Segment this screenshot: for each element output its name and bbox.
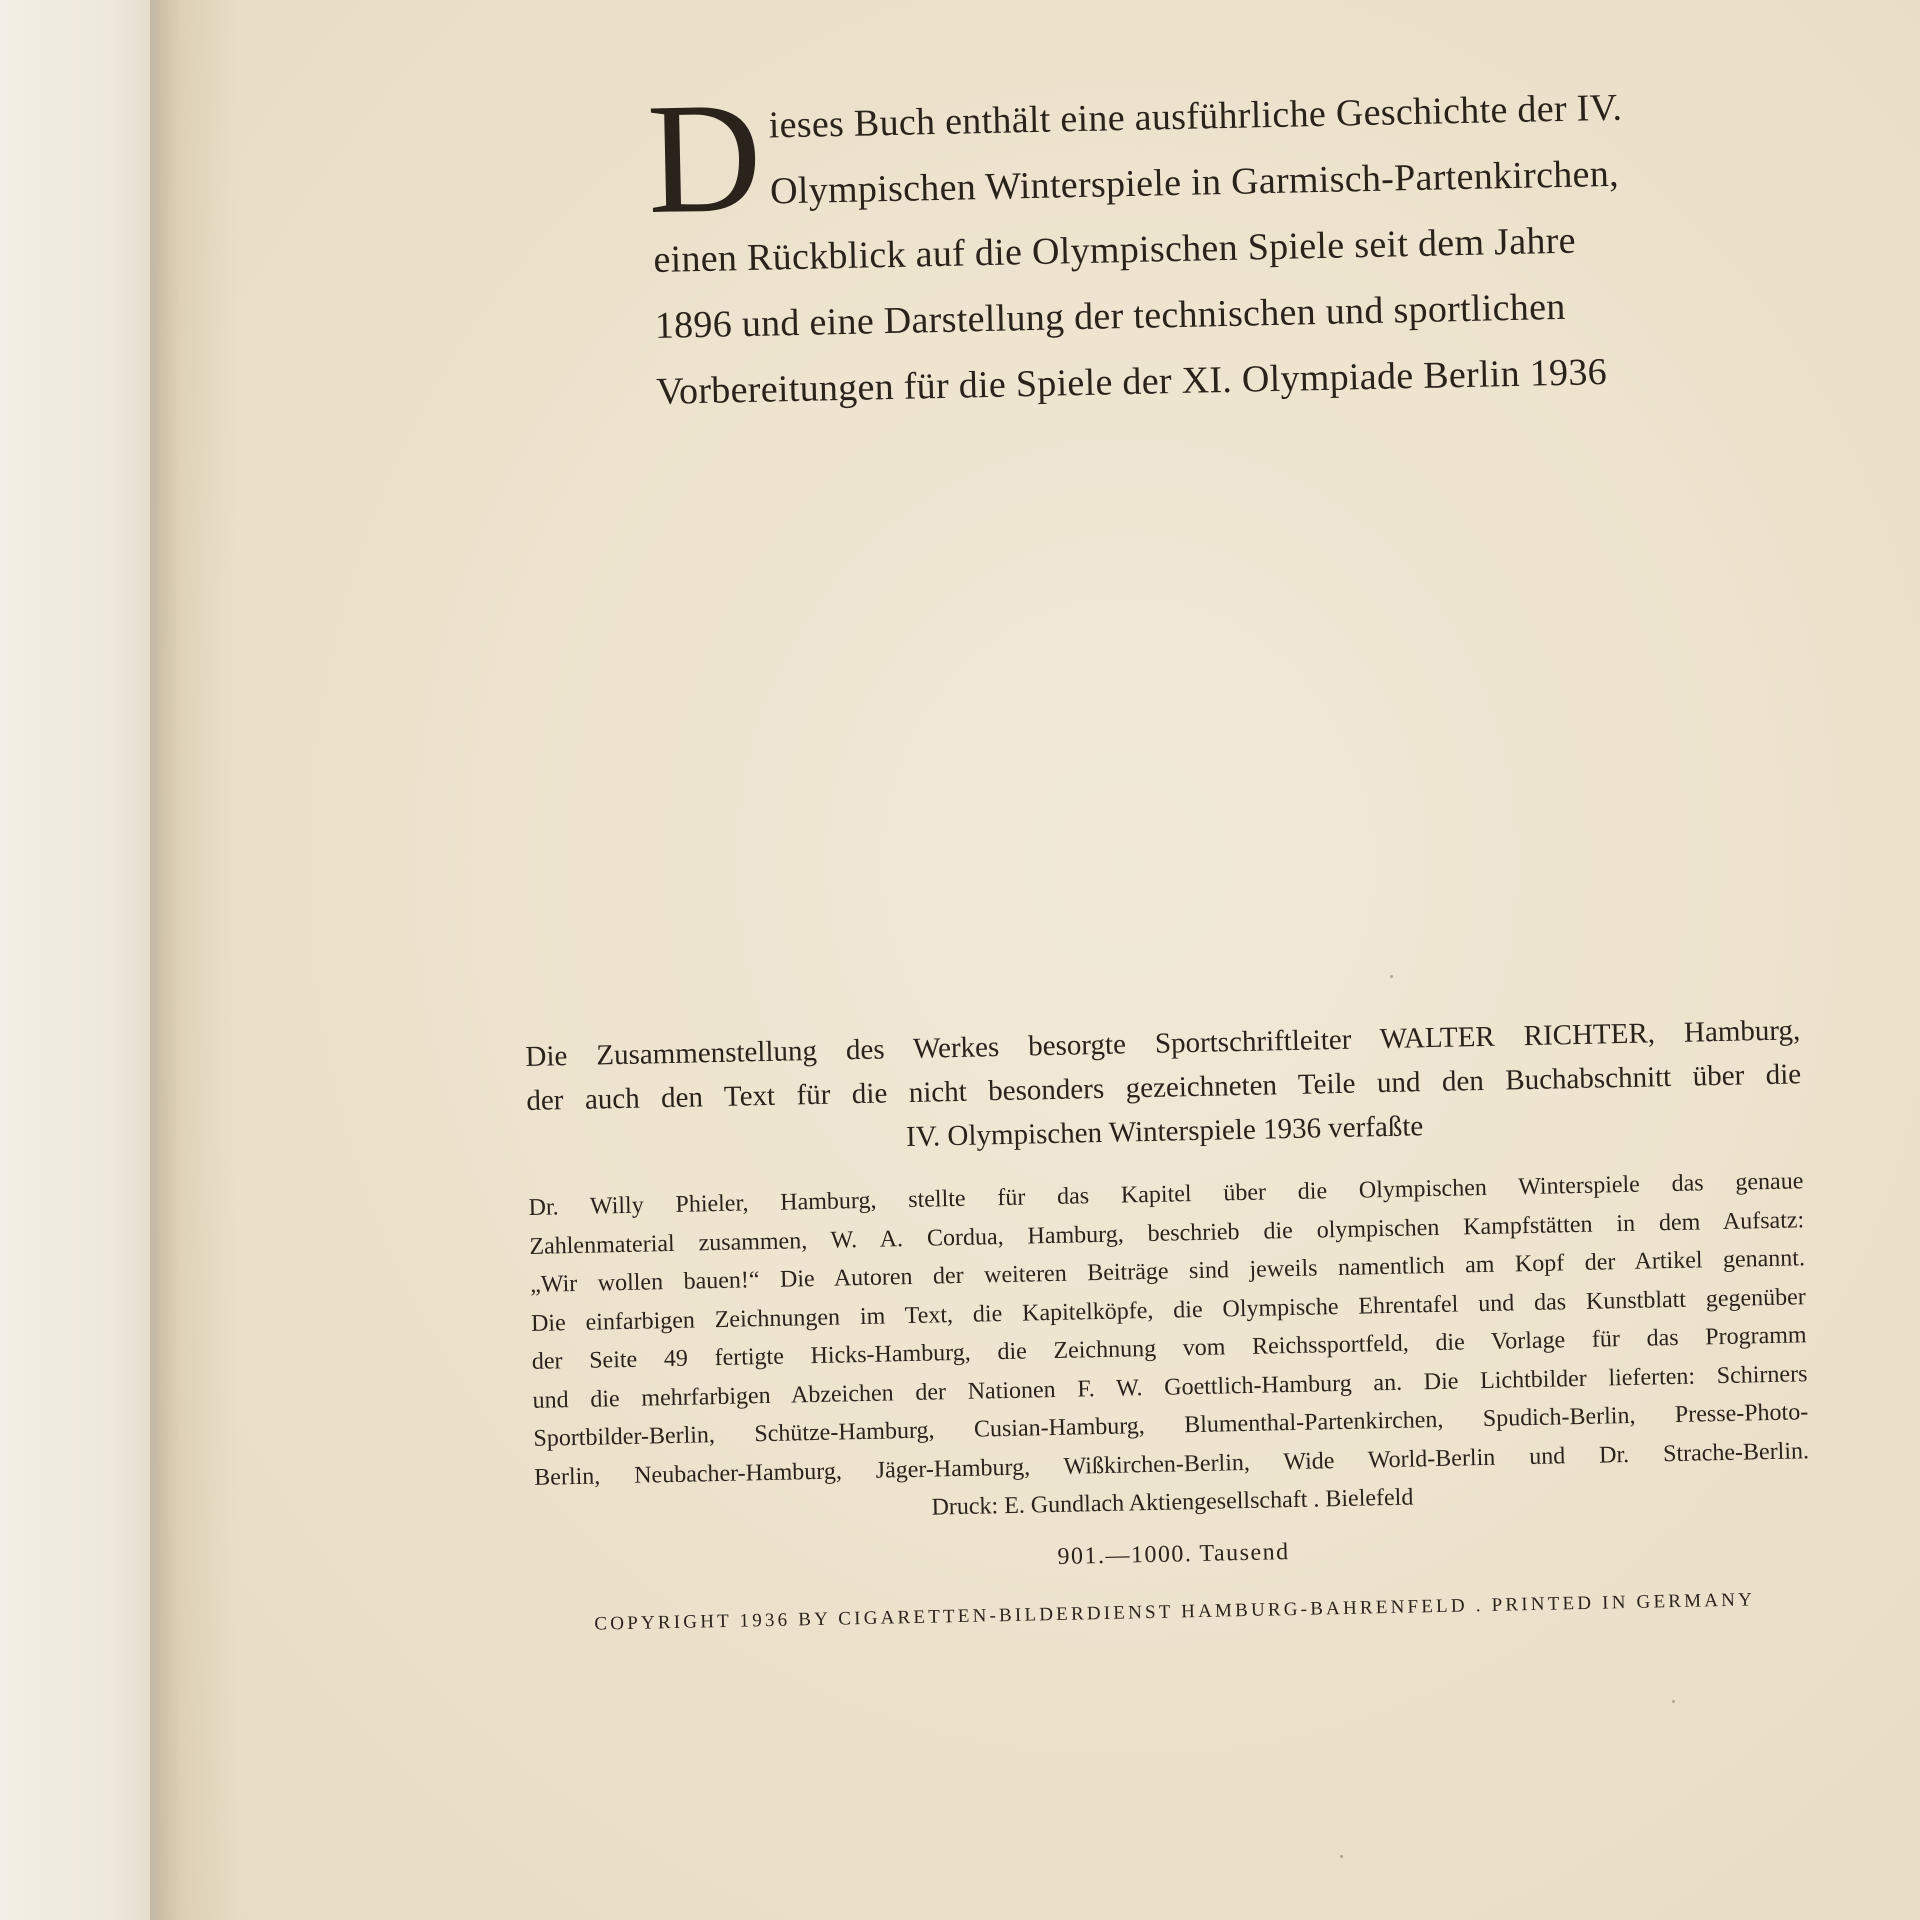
compiler-line-1: Die Zusammenstellung des Werkes besorgte Sportschriftleiter WALTER RICHTER, Hamburg, <box>525 1014 1801 1073</box>
contributors-line: „Wir wollen bauen!“ Die Autoren der weiteren Beiträge sind jeweils namentlich am Kopf der Artikel genannt. <box>529 1245 1806 1298</box>
contributors-line: Berlin, Neubacher-Hamburg, Jäger-Hamburg, Wißkirchen-Berlin, Wide World-Berlin und Dr. Strache-Berlin. <box>533 1437 1810 1491</box>
copyright-line: COPYRIGHT 1936 BY CIGARETTEN-BILDERDIENST HAMBURG-BAHRENFELD . PRINTED IN GERMANY <box>594 1589 1756 1635</box>
left-page-edge <box>0 0 160 1920</box>
contributors-line: Dr. Willy Phieler, Hamburg, stellte für das Kapitel über die Olympischen Winterspiele das genaue <box>528 1168 1804 1221</box>
paper-speck <box>1672 1700 1675 1703</box>
contributors-line: und die mehrfarbigen Abzeichen der Nationen F. W. Goettlich-Hamburg an. Die Lichtbilder lieferten: Schirners <box>532 1360 1808 1414</box>
paper-speck <box>1340 1855 1343 1858</box>
print-run-line: 901.—1000. Tausend <box>1057 1539 1290 1570</box>
contributors-line: Die einfarbigen Zeichnungen im Text, die Kapitelköpfe, die Olympische Ehrentafel und das Kunstblatt gegenüber <box>530 1283 1807 1337</box>
printer-line: Druck: E. Gundlach Aktiengesellschaft . Bielefeld <box>931 1484 1414 1521</box>
credits-block <box>525 1008 1812 1641</box>
contributors-line: Sportbilder-Berlin, Schütze-Hamburg, Cusian-Hamburg, Blumenthal-Partenkirchen, Spudich-Berlin, Presse-Photo- <box>533 1399 1809 1452</box>
compiler-line-3: IV. Olympischen Winterspiele 1936 verfaßte <box>905 1110 1424 1154</box>
book-gutter <box>150 0 240 1920</box>
compiler-line-2: der auch den Text für die nicht besonders gezeichneten Teile und den Buchabschnitt über die <box>526 1058 1802 1117</box>
contributors-line: der Seite 49 fertigte Hicks-Hamburg, die Zeichnung vom Reichssportfeld, die Vorlage für das Programm <box>531 1322 1807 1375</box>
contributors-paragraph <box>528 1162 1809 1497</box>
paper-speck <box>1390 975 1393 978</box>
intro-paragraph-block <box>645 69 1632 425</box>
intro-text: ieses Buch enthält eine ausführliche Geschichte der IV. Olympischen Winterspiele in Garmisch-Partenkirchen, einen Rückblick auf die Olympischen Spiele seit dem Jahre 1896 und eine Darstellung der technischen und sportlichen Vorbereitungen für die Spiele der XI. Olympiade Berlin 1936 <box>653 86 1623 413</box>
drop-cap: D <box>645 69 764 248</box>
contributors-line: Zahlenmaterial zusammen, W. A. Cordua, Hamburg, beschrieb die olympischen Kampfstätten in dem Aufsatz: <box>529 1206 1805 1260</box>
